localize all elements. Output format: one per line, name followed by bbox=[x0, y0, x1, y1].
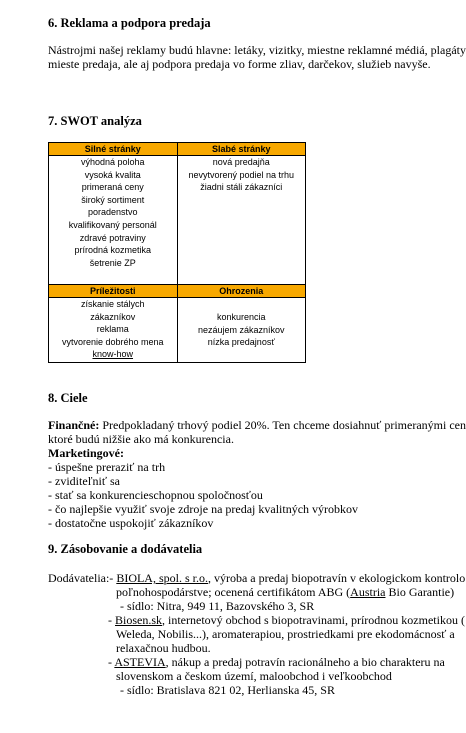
strength-item: vysoká kvalita bbox=[84, 169, 141, 180]
opportunity-item: zákazníkov bbox=[90, 311, 136, 322]
strength-item: poradenstvo bbox=[87, 207, 138, 218]
threats-header: Ohrozenia bbox=[177, 285, 306, 298]
strength-item: primeraná ceny bbox=[81, 182, 144, 193]
marketing-item: - stať sa konkurencieschopnou spoločnosťou bbox=[48, 488, 263, 502]
supplier-1-cert-end: Bio Garantie) bbox=[385, 585, 455, 599]
supplier-1-austria: Austria bbox=[350, 585, 386, 599]
strength-item: výhodná poloha bbox=[80, 157, 145, 167]
supplier-1-name: BIOLA, spol. s r.o. bbox=[116, 571, 208, 585]
opportunity-item: získanie stálych bbox=[80, 299, 145, 309]
strength-item: šetrenie ZP bbox=[89, 257, 136, 268]
opportunity-item: know-how bbox=[92, 349, 134, 360]
supplier-3-line1 bbox=[108, 655, 445, 669]
strengths-header: Silné stránky bbox=[49, 143, 178, 156]
weakness-item: nová predajňa bbox=[212, 157, 270, 167]
section-6-line2: mieste predaja, ale aj podpora predaja vo forme zliav, darčekov, služieb navyše. bbox=[48, 57, 431, 71]
financial-label: Finančné: bbox=[48, 418, 100, 432]
marketing-item: - úspešne preraziť na trh bbox=[48, 460, 166, 474]
opportunity-item: reklama bbox=[96, 324, 129, 335]
section-9-heading: 9. Zásobovanie a dodávatelia bbox=[48, 542, 203, 556]
marketing-label: Marketingové: bbox=[48, 446, 124, 460]
section-6-line1: Nástrojmi našej reklamy budú hlavne: letáky, vizitky, miestne reklamné médiá, plagáty bbox=[48, 43, 466, 57]
weakness-item: žiadni stáli zákazníci bbox=[200, 182, 283, 193]
opportunity-item: vytvorenie dobrého mena bbox=[61, 336, 164, 347]
supplier-1-cert: poľnohospodárstve; ocenená certifikátom ABG ( bbox=[116, 585, 351, 599]
financial-text: Predpokladaný trhový podiel 20%. Ten chceme dosiahnuť primeranými cen bbox=[99, 418, 466, 432]
section-8-heading: 8. Ciele bbox=[48, 391, 88, 405]
supplier-2-line3: relaxačnou hudbou. bbox=[116, 641, 211, 655]
strength-item: široký sortiment bbox=[81, 194, 145, 205]
strengths-cell bbox=[49, 156, 178, 285]
weakness-item: nevytvorený podiel na trhu bbox=[188, 169, 295, 180]
strength-item: prírodná kozmetika bbox=[74, 245, 152, 256]
supplier-2-name: Biosen.sk bbox=[115, 613, 163, 627]
supplier-2-line1 bbox=[108, 613, 466, 627]
supplier-1-desc: , výroba a predaj biopotravín v ekologickom kontrolo bbox=[207, 571, 466, 585]
supplier-3-desc: , nákup a predaj potravín racionálneho a bio charakteru na bbox=[165, 655, 445, 669]
supplier-3-line2: slovenskom a českom území, maloobchod i veľkoobchod bbox=[116, 669, 392, 683]
opportunities-cell bbox=[49, 298, 178, 363]
section-7-heading: 7. SWOT analýza bbox=[48, 114, 142, 128]
section-6-heading: 6. Reklama a podpora predaja bbox=[48, 16, 211, 30]
threats-cell bbox=[177, 298, 306, 363]
marketing-item: - dostatočne uspokojiť zákazníkov bbox=[48, 516, 214, 530]
marketing-item: - čo najlepšie využiť svoje zdroje na predaj kvalitných výrobkov bbox=[48, 502, 359, 516]
supplier-3-name: ASTEVIA bbox=[114, 655, 166, 669]
swot-table bbox=[48, 142, 306, 363]
financial-line2: ktoré budú nižšie ako má konkurencia. bbox=[48, 432, 234, 446]
strength-item: kvalifikovaný personál bbox=[68, 219, 157, 230]
supplier-1-address: - sídlo: Nitra, 949 11, Bazovského 3, SR bbox=[120, 599, 315, 613]
opportunities-header: Príležitosti bbox=[49, 285, 178, 298]
financial-goal bbox=[48, 418, 466, 432]
supplier-1-line1 bbox=[48, 571, 466, 585]
supplier-3-dash: - bbox=[108, 655, 115, 669]
threat-item: nízka predajnosť bbox=[207, 337, 275, 348]
marketing-item: - zviditeľniť sa bbox=[48, 474, 120, 488]
supplier-1-line2 bbox=[116, 585, 454, 599]
weaknesses-cell bbox=[177, 156, 306, 285]
suppliers-label: Dodávatelia:- bbox=[48, 571, 117, 585]
supplier-3-address: - sídlo: Bratislava 821 02, Herlianska 45, SR bbox=[120, 683, 335, 697]
weaknesses-header: Slabé stránky bbox=[177, 143, 306, 156]
strength-item: zdravé potraviny bbox=[79, 232, 146, 243]
threat-item: konkurencia bbox=[216, 312, 266, 323]
supplier-2-dash: - bbox=[108, 613, 115, 627]
threat-item: nezáujem zákazníkov bbox=[197, 324, 285, 335]
supplier-2-line2: Weleda, Nobilis...), aromaterapiou, prostriedkami pre ekodomácnosť a bbox=[116, 627, 455, 641]
supplier-2-desc: , internetový obchod s biopotravinami, prírodnou kozmetikou ( bbox=[162, 613, 465, 627]
